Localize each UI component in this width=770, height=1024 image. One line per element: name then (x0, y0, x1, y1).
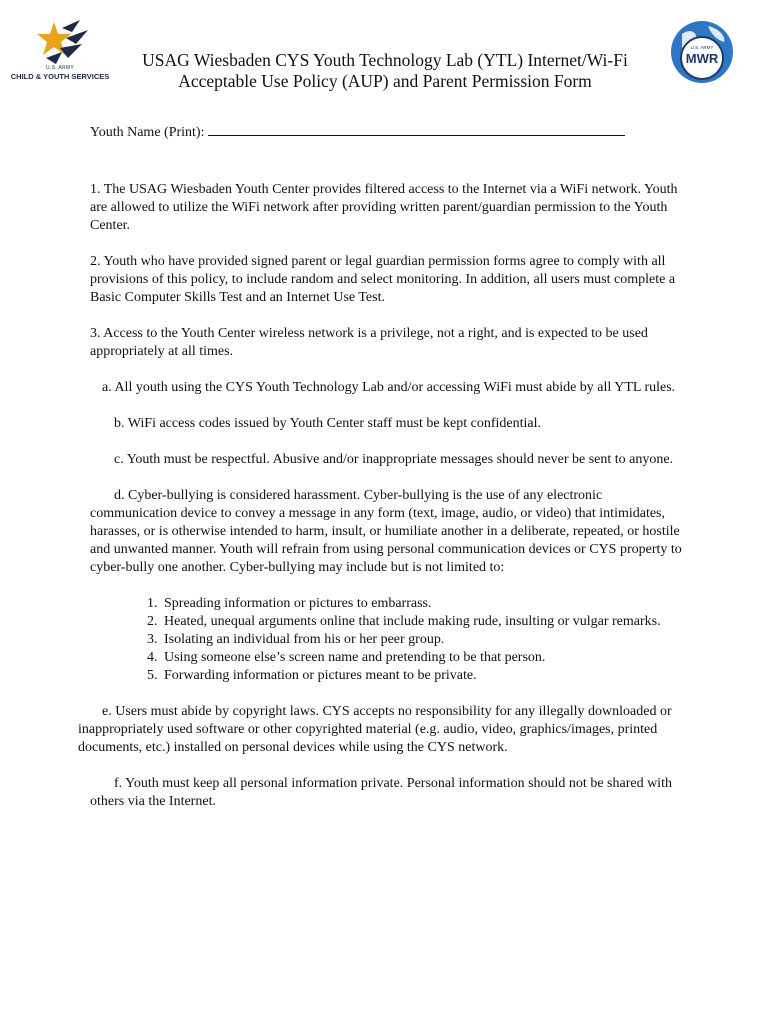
list-item: 4. Using someone else’s screen name and pretending to be that person. (147, 650, 546, 665)
globe-icon (668, 18, 736, 86)
title-line-2: Acceptable Use Policy (AUP) and Parent Permission Form (178, 71, 592, 91)
title-line-1: USAG Wiesbaden CYS Youth Technology Lab (YTL) Internet/Wi-Fi (142, 50, 628, 70)
paragraph-3d: d. Cyber-bullying is considered harassment. Cyber-bullying is the use of any electronic communication device to convey a message in any form (text, image, audio, or video) that intimidates, harasses, or is otherwise intended to harm, insult, or humiliate another in a deliberate, repeated, or hostile and unwanted manner. Youth will refrain from using personal communication devices or CYS property to cyber-bully one another. Cyber-bullying may include but is not limited to: (90, 488, 682, 575)
youth-name-label: Youth Name (Print): (90, 125, 205, 140)
mwr-small-text: U.S. ARMY (690, 45, 714, 50)
logo-lettering-small: U.S. ARMY (46, 65, 74, 71)
youth-name-field[interactable] (208, 122, 625, 136)
paragraph-2: 2. Youth who have provided signed parent or legal guardian permission forms agree to comply with all provisions of this policy, to include random and select monitoring. In addition, all users must complete a Basic Computer Skills Test and an Internet Use Test. (90, 254, 676, 305)
logo-lettering-big: CHILD & YOUTH SERVICES (10, 72, 110, 81)
star-icon (10, 18, 110, 66)
policy-body (78, 122, 685, 829)
paragraph-1: 1. The USAG Wiesbaden Youth Center provides filtered access to the Internet via a WiFi network. Youth are allowed to utilize the WiFi network after providing written parent/guardian permission to the Youth Center. (90, 182, 678, 233)
page-title (115, 50, 655, 92)
paragraph-3c: c. Youth must be respectful. Abusive and/or inappropriate messages should never be sent to anyone. (114, 452, 674, 467)
paragraph-3: 3. Access to the Youth Center wireless network is a privilege, not a right, and is expected to be used appropriately at all times. (90, 326, 648, 359)
mwr-logo (668, 18, 736, 86)
cys-logo (10, 18, 110, 88)
youth-name-row (90, 122, 685, 142)
paragraph-3b: b. WiFi access codes issued by Youth Center staff must be kept confidential. (114, 416, 542, 431)
paragraph-3f: f. Youth must keep all personal information private. Personal information should not be shared with others via the Internet. (90, 776, 672, 809)
list-item: 5. Forwarding information or pictures meant to be private. (147, 668, 477, 683)
list-item: 2. Heated, unequal arguments online that include making rude, insulting or vulgar remarks. (147, 614, 661, 629)
paragraph-3e: e. Users must abide by copyright laws. CYS accepts no responsibility for any illegally downloaded or inappropriately used software or other copyrighted material (e.g. audio, video, graphics/images, printed documents, etc.) installed on personal devices while using the CYS network. (78, 704, 672, 755)
mwr-big-text: MWR (685, 51, 719, 66)
paragraph-3a: a. All youth using the CYS Youth Technology Lab and/or accessing WiFi must abide by all YTL rules. (102, 380, 676, 395)
list-item: 1. Spreading information or pictures to embarrass. (147, 596, 432, 611)
cyber-bullying-list (90, 595, 685, 685)
list-item: 3. Isolating an individual from his or her peer group. (147, 632, 445, 647)
